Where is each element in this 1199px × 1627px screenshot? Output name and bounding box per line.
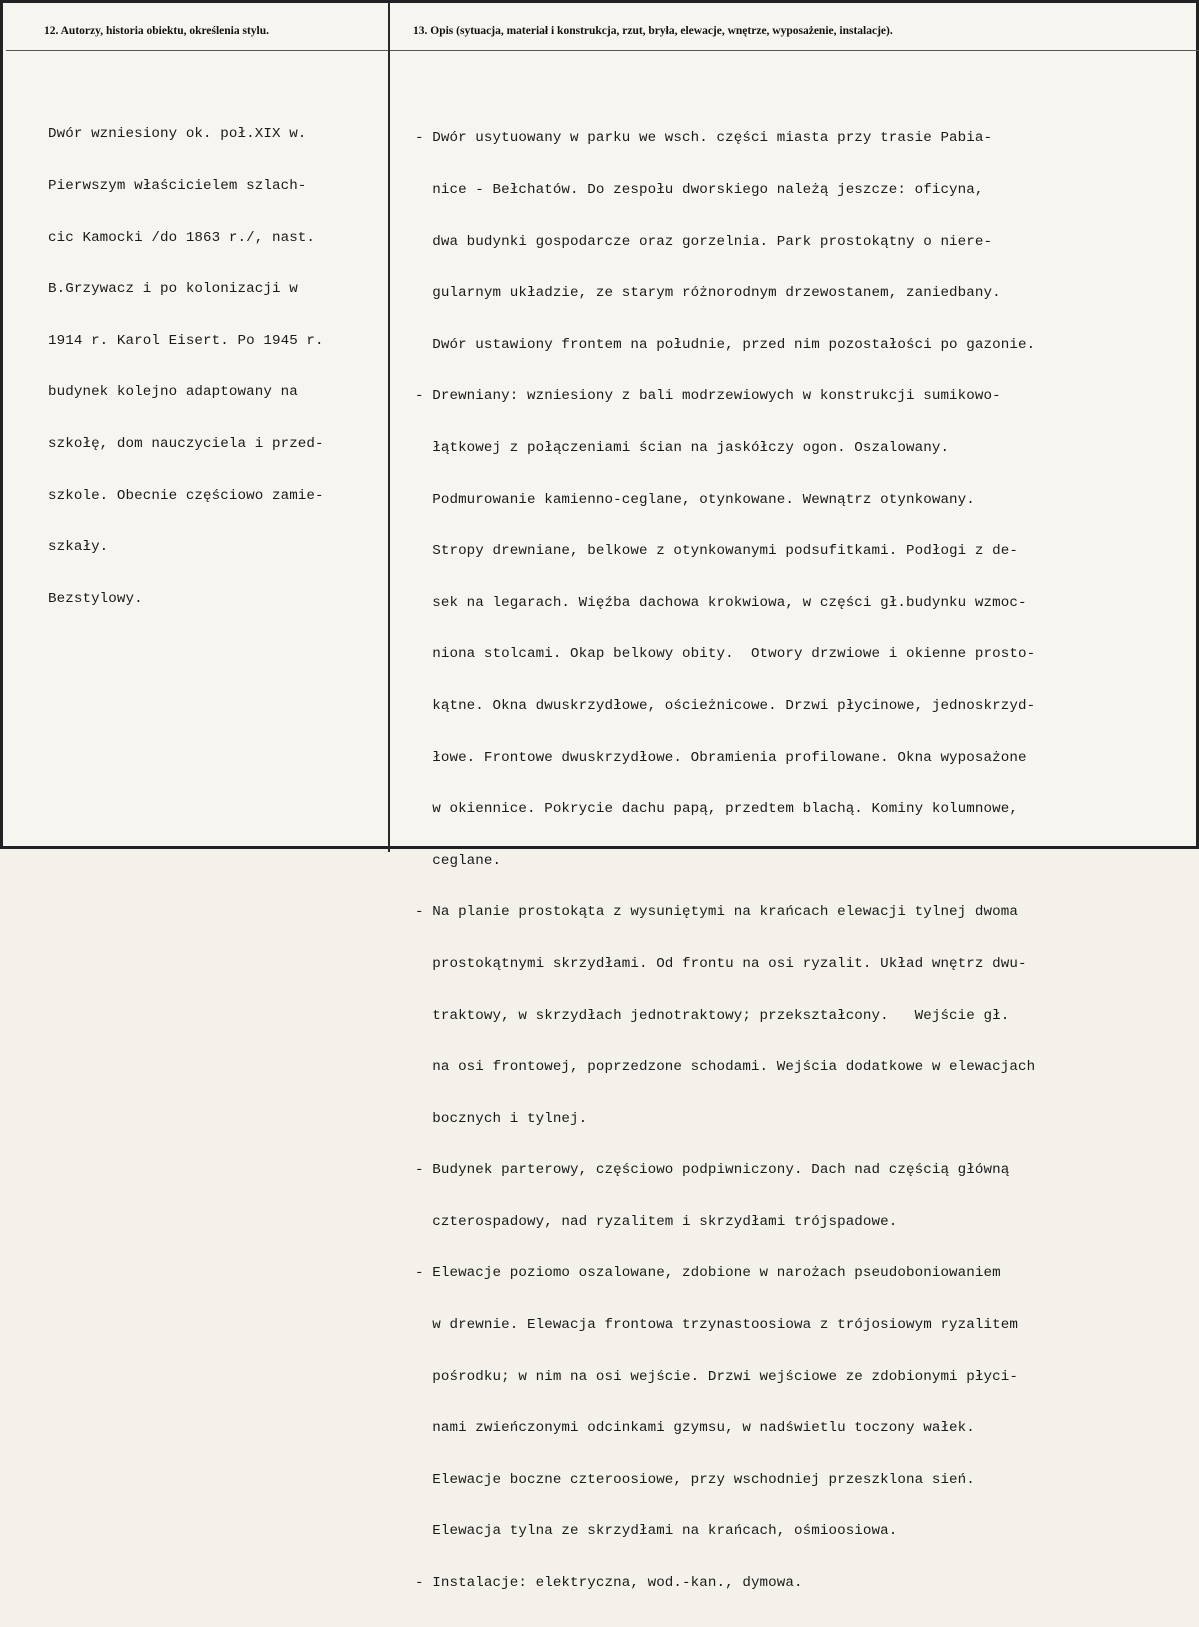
description-line: łątkowej z połączeniami ścian na jaskółczy ogon. Oszalowany. (415, 439, 950, 456)
description-line: Stropy drewniane, belkowe z otynkowanymi podsufitkami. Podłogi z de- (415, 543, 1018, 560)
description-line: nami zwieńczonymi odcinkami gzymsu, w nadświetlu toczony wałek. (415, 1420, 975, 1437)
history-line: szkołę, dom nauczyciela i przed- (48, 435, 324, 452)
history-line: Dwór wzniesiony ok. poł.XIX w. (48, 126, 307, 143)
left-header-rule (6, 50, 388, 51)
history-line: Pierwszym właścicielem szlach- (48, 178, 307, 194)
right-header-rule (390, 50, 1199, 51)
history-line: szkały. (48, 539, 109, 556)
description-line: traktowy, w skrzydłach jednotraktowy; przekształcony. Wejście gł. (415, 1007, 1010, 1024)
section-12-header: 12. Autorzy, historia obiektu, określenia stylu. (44, 25, 270, 37)
description-line: na osi frontowej, poprzedzone schodami. Wejścia dodatkowe w elewacjach (415, 1059, 1036, 1076)
description-line: gularnym układzie, ze starym różnorodnym drzewostanem, zaniedbany. (415, 285, 1001, 302)
description-line: dwa budynki gospodarcze oraz gorzelnia. Park prostokątny o niere- (415, 233, 993, 250)
description-line: - Budynek parterowy, częściowo podpiwniczony. Dach nad częścią główną (415, 1162, 1010, 1179)
description-line: - Elewacje poziomo oszalowane, zdobione w narożach pseudoboniowaniem (415, 1265, 1001, 1282)
description-line: Podmurowanie kamienno-ceglane, otynkowane. Wewnątrz otynkowany. (415, 491, 975, 508)
description-line: niona stolcami. Okap belkowy obity. Otwory drzwiowe i okienne prosto- (415, 646, 1036, 663)
description-line: - Drewniany: wzniesiony z bali modrzewiowych w konstrukcji sumikowo- (415, 388, 1001, 405)
history-line: budynek kolejno adaptowany na (48, 384, 298, 401)
description-line: nice - Bełchatów. Do zespołu dworskiego należą jeszcze: oficyna, (415, 182, 984, 198)
description-line: sek na legarach. Więźba dachowa krokwiowa, w części gł.budynku wzmoc- (415, 594, 1027, 611)
description-line: kątne. Okna dwuskrzydłowe, ościeżnicowe. Drzwi płycinowe, jednoskrzyd- (415, 697, 1036, 714)
history-line: cic Kamocki /do 1863 r./, nast. (48, 229, 316, 246)
description-line: w okiennice. Pokrycie dachu papą, przedtem blachą. Kominy kolumnowe, (415, 801, 1018, 818)
description-line: Elewacja tylna ze skrzydłami na krańcach, ośmioosiowa. (415, 1523, 898, 1540)
history-line: szkole. Obecnie częściowo zamie- (48, 487, 324, 504)
description-line: czterospadowy, nad ryzalitem i skrzydłami trójspadowe. (415, 1213, 898, 1230)
column-divider (388, 3, 390, 852)
section-13-header: 13. Opis (sytuacja, materiał i konstrukcja, rzut, bryła, elewacje, wnętrze, wyposażenie, instalacje). (413, 25, 893, 37)
description-line: łowe. Frontowe dwuskrzydłowe. Obramienia profilowane. Okna wyposażone (415, 749, 1027, 766)
history-line: B.Grzywacz i po kolonizacji w (48, 281, 298, 298)
description-line: - Na planie prostokąta z wysuniętymi na krańcach elewacji tylnej dwoma (415, 904, 1018, 921)
description-line: - Dwór usytuowany w parku we wsch. części miasta przy trasie Pabia- (415, 130, 993, 147)
description-text (415, 96, 1035, 1627)
description-line: ceglane. (415, 852, 502, 869)
description-line: Dwór ustawiony frontem na południe, przed nim pozostałości po gazonie. (415, 336, 1036, 353)
description-line: bocznych i tylnej. (415, 1110, 588, 1127)
history-text (48, 92, 324, 642)
description-line: Elewacje boczne czteroosiowe, przy wschodniej przeszklona sień. (415, 1471, 975, 1488)
history-line: Bezstylowy. (48, 590, 143, 607)
description-line: pośrodku; w nim na osi wejście. Drzwi wejściowe ze zdobionymi płyci- (415, 1368, 1018, 1385)
history-line: 1914 r. Karol Eisert. Po 1945 r. (48, 332, 324, 349)
description-line: w drewnie. Elewacja frontowa trzynastoosiowa z trójosiowym ryzalitem (415, 1317, 1018, 1334)
description-line: - Instalacje: elektryczna, wod.-kan., dymowa. (415, 1575, 803, 1592)
description-line: prostokątnymi skrzydłami. Od frontu na osi ryzalit. Układ wnętrz dwu- (415, 955, 1027, 972)
